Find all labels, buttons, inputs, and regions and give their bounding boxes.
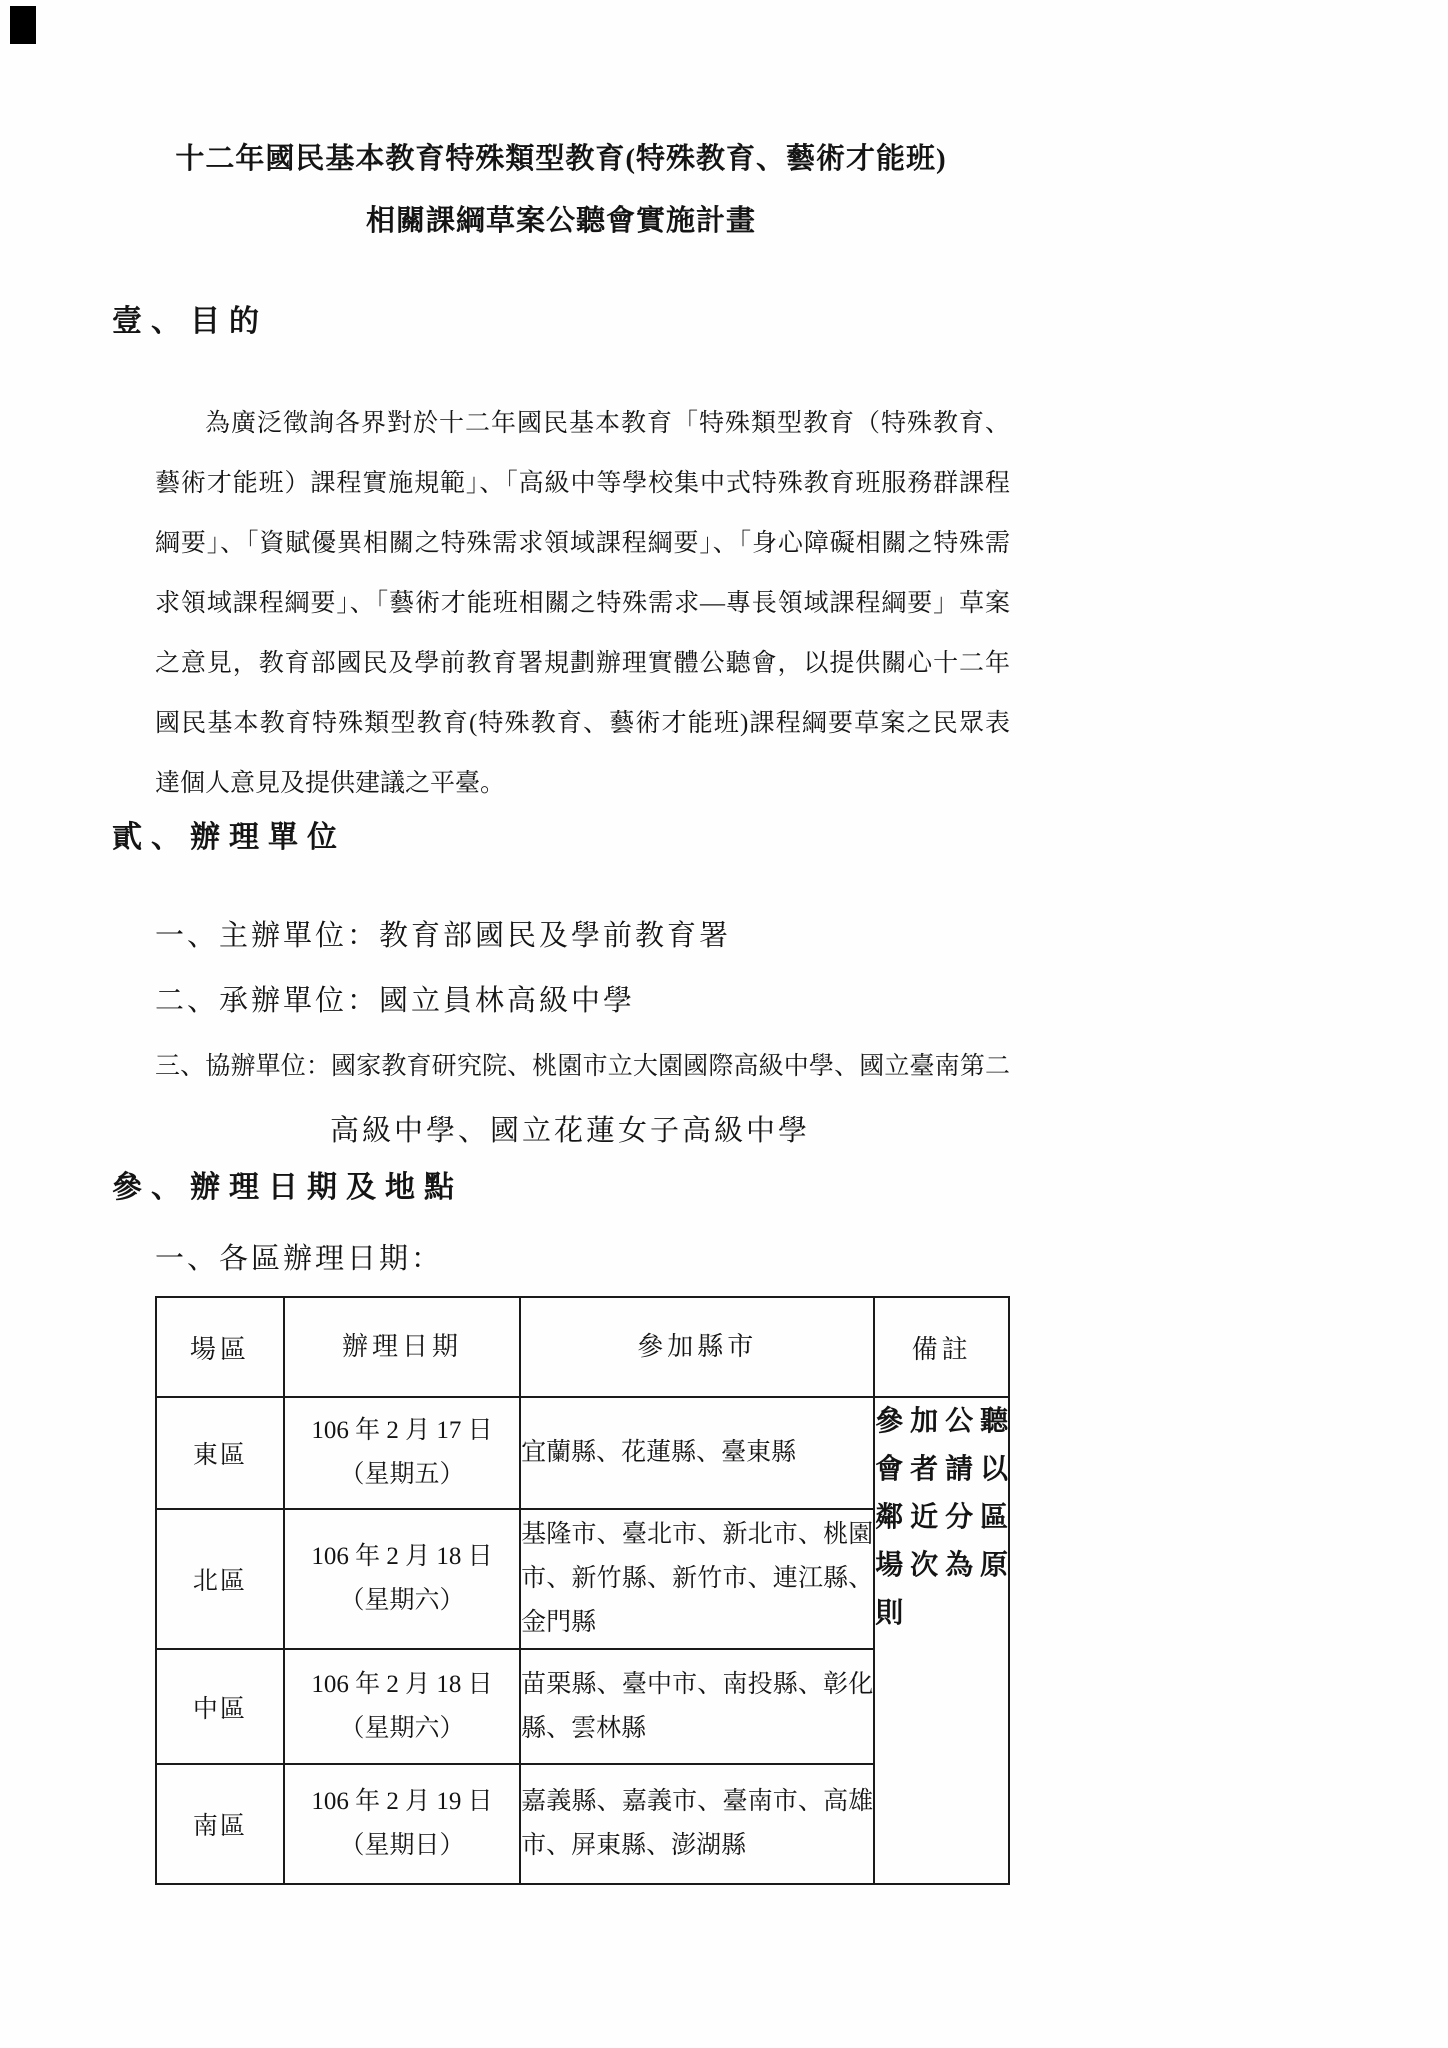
table-header-row bbox=[156, 1297, 1009, 1397]
paragraph-line: 綱要」、「資賦優異相關之特殊需求領域課程綱要」、「身心障礙相關之特殊需 bbox=[155, 530, 1010, 557]
organizer-item-undertaker: 二、承辦單位：國立員林高級中學 bbox=[155, 985, 636, 1017]
date-line: 106 年 2 月 19 日 bbox=[311, 1788, 493, 1815]
paragraph-line: 藝術才能班）課程實施規範」、「高級中等學校集中式特殊教育班服務群課程 bbox=[155, 470, 1010, 497]
scan-artifact-mark bbox=[10, 6, 36, 44]
region-cell: 東區 bbox=[156, 1397, 284, 1509]
counties-cell: 宜蘭縣、花蓮縣、臺東縣 bbox=[520, 1397, 874, 1509]
organizer-list bbox=[155, 904, 1010, 1164]
date-cell bbox=[284, 1764, 520, 1884]
header-counties: 參加縣市 bbox=[520, 1297, 874, 1397]
schedule-table bbox=[155, 1296, 1010, 1885]
organizer-item-coorganizer-continued: 高級中學、國立花蓮女子高級中學 bbox=[330, 1115, 811, 1147]
organizer-item-host: 一、主辦單位：教育部國民及學前教育署 bbox=[155, 920, 732, 952]
header-date: 辦理日期 bbox=[284, 1297, 520, 1397]
title-line-2: 相關課綱草案公聽會實施計畫 bbox=[365, 205, 756, 237]
weekday-line: （星期六） bbox=[339, 1714, 465, 1742]
date-cell bbox=[284, 1649, 520, 1764]
weekday-line: （星期五） bbox=[339, 1461, 465, 1488]
counties-cell: 苗栗縣、臺中市、南投縣、彰化縣、雲林縣 bbox=[520, 1649, 874, 1764]
purpose-paragraph bbox=[155, 394, 1010, 814]
counties-cell: 嘉義縣、嘉義市、臺南市、高雄市、屏東縣、澎湖縣 bbox=[520, 1764, 874, 1884]
region-cell: 北區 bbox=[156, 1509, 284, 1649]
title-line-1: 十二年國民基本教育特殊類型教育(特殊教育、藝術才能班) bbox=[175, 143, 947, 175]
date-cell bbox=[284, 1509, 520, 1649]
date-line: 106 年 2 月 18 日 bbox=[311, 1670, 493, 1698]
organizer-item-coorganizer: 三、協辦單位：國家教育研究院、桃園市立大園國際高級中學、國立臺南第二 bbox=[155, 1053, 1010, 1080]
counties-cell: 基隆市、臺北市、新北市、桃園市、新竹縣、新竹市、連江縣、金門縣 bbox=[520, 1509, 874, 1649]
header-note: 備註 bbox=[874, 1297, 1009, 1397]
weekday-line: （星期日） bbox=[339, 1832, 465, 1859]
section-purpose-heading: 壹、目的 bbox=[112, 305, 268, 338]
date-line: 106 年 2 月 18 日 bbox=[311, 1543, 493, 1570]
paragraph-line: 國民基本教育特殊類型教育(特殊教育、藝術才能班)課程綱要草案之民眾表 bbox=[155, 710, 1010, 737]
date-line: 106 年 2 月 17 日 bbox=[311, 1417, 493, 1444]
date-cell bbox=[284, 1397, 520, 1509]
note-cell: 參加公聽會者請以鄰近分區場次為原則 bbox=[874, 1397, 1009, 1884]
section-organizers-heading: 貳、辦理單位 bbox=[112, 821, 346, 854]
paragraph-line: 之意見，教育部國民及學前教育署規劃辦理實體公聽會，以提供關心十二年 bbox=[155, 650, 1010, 677]
section-schedule-heading: 參、辦理日期及地點 bbox=[112, 1171, 463, 1204]
header-region: 場區 bbox=[156, 1297, 284, 1397]
paragraph-line: 達個人意見及提供建議之平臺。 bbox=[155, 770, 506, 797]
region-cell: 中區 bbox=[156, 1649, 284, 1764]
document-title bbox=[112, 128, 1010, 252]
schedule-sub-heading: 一、各區辦理日期： bbox=[155, 1243, 444, 1275]
region-cell: 南區 bbox=[156, 1764, 284, 1884]
paragraph-line: 求領域課程綱要」、「藝術才能班相關之特殊需求—專長領域課程綱要」草案 bbox=[155, 590, 1010, 617]
weekday-line: （星期六） bbox=[339, 1587, 465, 1614]
paragraph-line: 為廣泛徵詢各界對於十二年國民基本教育「特殊類型教育（特殊教育、 bbox=[205, 410, 1010, 437]
table-row-east bbox=[156, 1397, 1009, 1509]
